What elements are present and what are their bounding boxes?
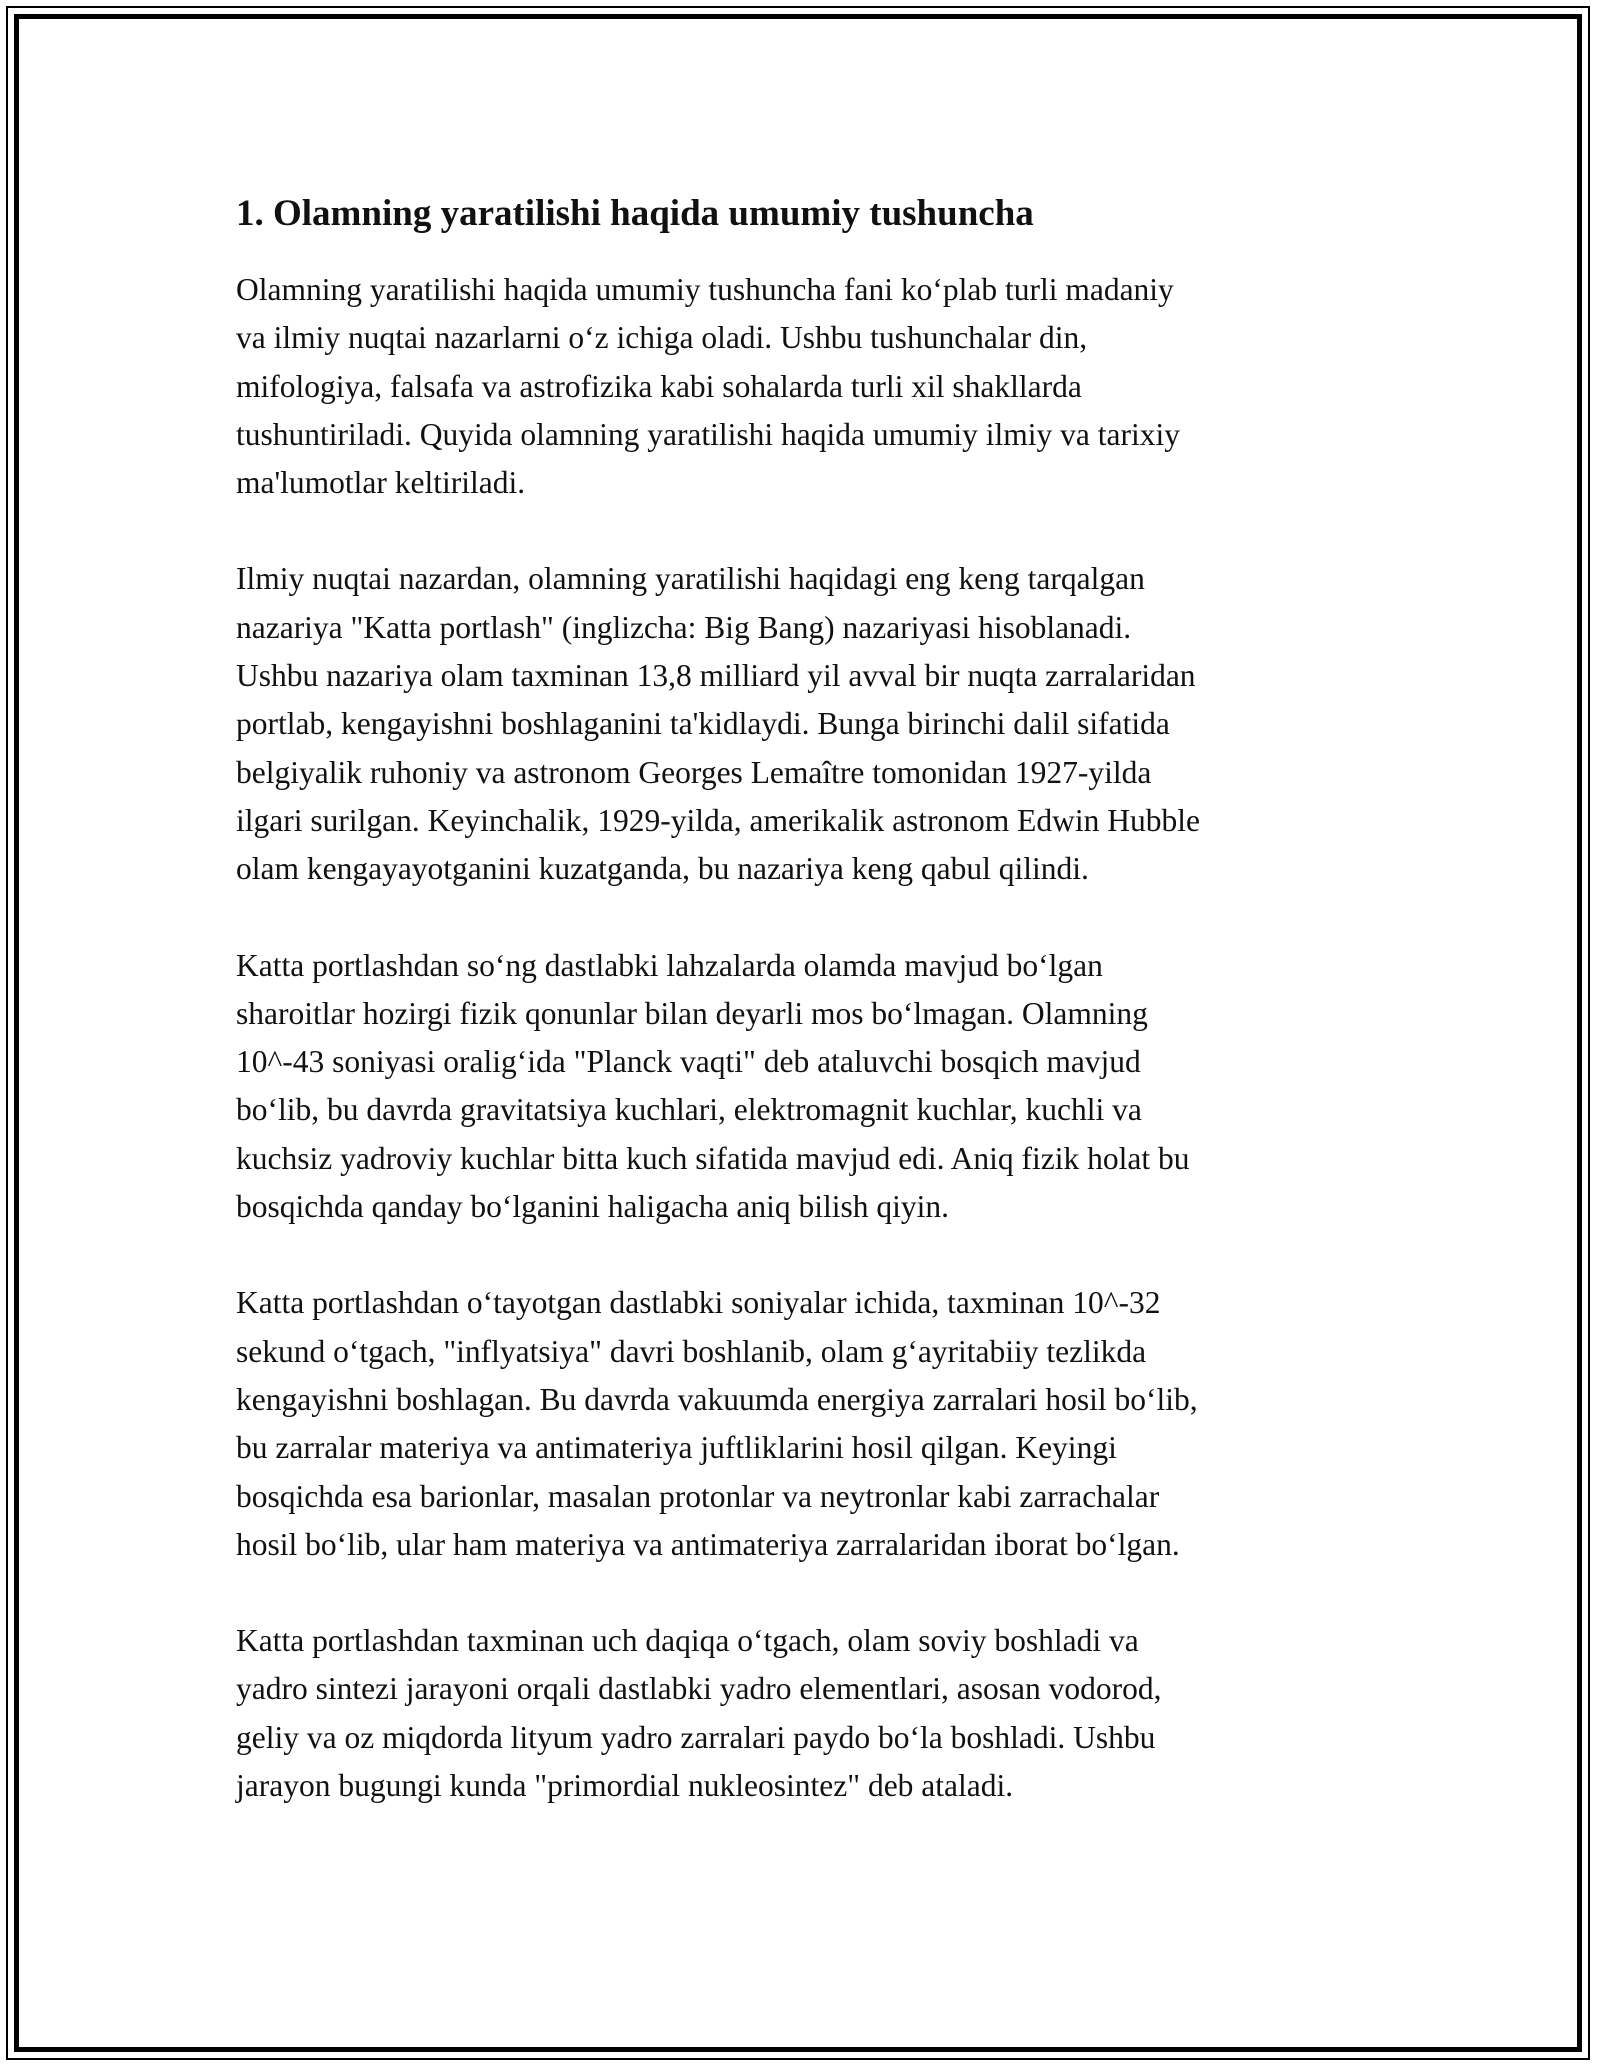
text-line: bo‘lib, bu davrda gravitatsiya kuchlari, elektromagnit kuchlar, kuchli va	[236, 1092, 1142, 1128]
text-line: olam kengayayotganini kuzatganda, bu nazariya keng qabul qilindi.	[236, 851, 1089, 887]
document-title: 1. Olamning yaratilishi haqida umumiy tushuncha	[236, 193, 1034, 234]
text-line: jarayon bugungi kunda "primordial nukleosintez" deb ataladi.	[236, 1768, 1014, 1804]
text-line: Katta portlashdan so‘ng dastlabki lahzalarda olamda mavjud bo‘lgan	[236, 947, 1103, 983]
document-body	[236, 184, 1376, 1858]
text-line: yadro sintezi jarayoni orqali dastlabki yadro elementlari, asosan vodorod,	[236, 1671, 1162, 1707]
text-line: nazariya "Katta portlash" (inglizcha: Big Bang) nazariyasi hisoblanadi.	[236, 609, 1132, 645]
text-line: 10^-43 soniyasi oralig‘ida "Planck vaqti" deb ataluvchi bosqich mavjud	[236, 1044, 1141, 1080]
paragraph-big-bang	[236, 555, 1376, 893]
text-line: kuchsiz yadroviy kuchlar bitta kuch sifatida mavjud edi. Aniq fizik holat bu	[236, 1140, 1190, 1176]
text-line: va ilmiy nuqtai nazarlarni o‘z ichiga oladi. Ushbu tushunchalar din,	[236, 320, 1088, 356]
text-line: bosqichda qanday bo‘lganini haligacha aniq bilish qiyin.	[236, 1189, 949, 1225]
text-line: Olamning yaratilishi haqida umumiy tushuncha fani ko‘plab turli madaniy	[236, 272, 1174, 307]
text-line: tushuntiriladi. Quyida olamning yaratilishi haqida umumiy ilmiy va tarixiy	[236, 416, 1180, 452]
paragraph-intro	[236, 266, 1376, 507]
text-line: mifologiya, falsafa va astrofizika kabi sohalarda turli xil shakllarda	[236, 368, 1082, 404]
text-line: Katta portlashdan taxminan uch daqiqa o‘tgach, olam soviy boshladi va	[236, 1623, 1139, 1659]
text-line: bosqichda esa barionlar, masalan protonlar va neytronlar kabi zarrachalar	[236, 1478, 1160, 1514]
text-line: ilgari surilgan. Keyinchalik, 1929-yilda, amerikalik astronom Edwin Hubble	[236, 802, 1201, 838]
text-line: hosil bo‘lib, ular ham materiya va antimateriya zarralaridan iborat bo‘lgan.	[236, 1526, 1180, 1562]
text-line: geliy va oz miqdorda lityum yadro zarralari paydo bo‘la boshladi. Ushbu	[236, 1719, 1156, 1755]
text-line: kengayishni boshlagan. Bu davrda vakuumda energiya zarralari hosil bo‘lib,	[236, 1381, 1198, 1417]
text-line: belgiyalik ruhoniy va astronom Georges Lemaître tomonidan 1927-yilda	[236, 754, 1152, 790]
text-line: sharoitlar hozirgi fizik qonunlar bilan deyarli mos bo‘lmagan. Olamning	[236, 995, 1148, 1031]
paragraph-nucleosynthesis	[236, 1617, 1376, 1810]
text-line: Ushbu nazariya olam taxminan 13,8 milliard yil avval bir nuqta zarralaridan	[236, 658, 1196, 694]
paragraph-inflation	[236, 1279, 1376, 1569]
text-line: Ilmiy nuqtai nazardan, olamning yaratilishi haqidagi eng keng tarqalgan	[236, 561, 1145, 597]
text-line: portlab, kengayishni boshlaganini ta'kidlaydi. Bunga birinchi dalil sifatida	[236, 706, 1170, 742]
text-line: sekund o‘tgach, "inflyatsiya" davri boshlanib, olam g‘ayritabiiy tezlikda	[236, 1333, 1147, 1369]
text-line: Katta portlashdan o‘tayotgan dastlabki soniyalar ichida, taxminan 10^-32	[236, 1285, 1161, 1321]
paragraph-planck-time	[236, 942, 1376, 1232]
text-line: ma'lumotlar keltiriladi.	[236, 465, 526, 501]
text-line: bu zarralar materiya va antimateriya juftliklarini hosil qilgan. Keyingi	[236, 1430, 1117, 1466]
